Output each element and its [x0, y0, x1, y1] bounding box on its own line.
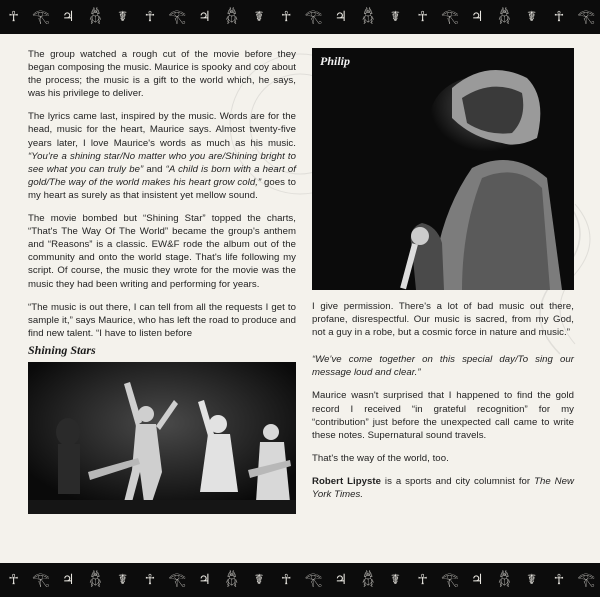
ornament-glyph-icon: 𓆣 [225, 572, 238, 588]
ornament-glyph-icon: 𓂀 [441, 572, 459, 588]
paragraph-lyrics [28, 110, 296, 202]
ornament-glyph-icon: 𓂀 [168, 572, 186, 588]
paragraph-give-permission: I give permission. There's a lot of bad music out there, profane, disrespectful. Our music is sacred, from my God, not a guy in a robe, but a cosmic force in nature and music.” [312, 301, 574, 339]
left-column [28, 48, 296, 514]
lyric-quote-shining-star: “You're a shining star/No matter who you are/Shining bright to see what you can truly be” [28, 150, 296, 175]
ornament-glyph-icon: 𓆣 [498, 572, 511, 588]
caption-philip: Philip [320, 54, 351, 68]
ornament-glyph-icon: ☤ [526, 9, 537, 25]
ornament-glyph-icon: 𓆣 [498, 9, 511, 25]
ornament-glyph-icon: 𓂀 [32, 9, 50, 25]
ornament-glyph-icon: ☥ [417, 572, 428, 588]
ornament-glyph-icon: ☤ [118, 9, 128, 25]
ornament-glyph-icon: ♃ [470, 572, 484, 588]
right-column [312, 48, 574, 511]
ornament-glyph-icon: 𓆣 [89, 572, 102, 588]
ornament-glyph-icon: 𓂀 [577, 9, 595, 25]
ornament-glyph-icon: ♃ [61, 9, 75, 25]
lyrics-text-b: and [143, 163, 166, 175]
ornament-glyph-icon: ☥ [8, 9, 19, 25]
ornament-glyph-icon: ♃ [198, 572, 211, 588]
ornament-glyph-icon: 𓂀 [441, 9, 459, 25]
lyrics-text-a: The lyrics came last, inspired by the music. Words are for the head, music for the heart, Maurice says. Almost twenty-five years later, I love Maurice's words as much as his music. [28, 111, 296, 149]
bottom-ornament-border [0, 563, 600, 597]
ornament-glyph-icon: 𓂀 [32, 572, 50, 588]
photo-shining-stars [28, 362, 296, 514]
ornament-glyph-icon: ☥ [417, 9, 428, 25]
caption-shining-stars: Shining Stars [28, 342, 96, 357]
ornament-glyph-icon: ♃ [61, 572, 75, 588]
lyric-quote-come-together: “We've come together on this special day/To sing our message loud and clear.” [312, 354, 574, 379]
ornament-glyph-icon: 𓂀 [577, 572, 595, 588]
ornament-glyph-icon: ☤ [254, 572, 264, 588]
ornament-glyph-icon: 𓂀 [168, 9, 186, 25]
ornament-glyph-icon: 𓂀 [304, 572, 323, 588]
ornament-glyph-icon: ☥ [144, 572, 156, 588]
paragraph-way-of-the-world: That's the way of the world, too. [312, 452, 449, 464]
ornament-glyph-icon: 𓆣 [89, 9, 102, 25]
ornament-glyph-icon: 𓂀 [304, 9, 323, 25]
author-publication: The New York Times. [312, 475, 574, 501]
author-name: Robert Lipyste [312, 475, 382, 487]
ornament-glyph-icon: ☥ [281, 572, 292, 588]
ornament-glyph-icon: ☤ [254, 9, 264, 25]
ornament-glyph-icon: ☥ [144, 9, 156, 25]
ornament-glyph-icon: ♃ [334, 572, 348, 588]
ornament-glyph-icon: ♃ [198, 9, 211, 25]
ornament-glyph-icon: ♃ [470, 9, 484, 25]
photo-philip [312, 48, 574, 290]
ornament-glyph-icon: ☤ [526, 572, 537, 588]
ornament-glyph-icon: ☥ [553, 572, 565, 588]
ornament-glyph-icon: ☥ [8, 572, 19, 588]
liner-notes-page [0, 34, 600, 563]
ornament-glyph-icon: ♃ [334, 9, 348, 25]
paragraph-rough-cut: The group watched a rough cut of the movie before they began composing the music. Maurice is spooky and coy about the process; the music is a gift to the world which, he says, was his privilege to deliver. [28, 49, 296, 100]
lyric-quote-child-born: “A child is born with a heart of gold/The way of the world makes his heart grow cold,” [28, 163, 296, 188]
ornament-glyph-icon: ☥ [281, 9, 292, 25]
author-bio [312, 475, 574, 501]
author-description: is a sports and city columnist for [381, 475, 535, 487]
ornament-glyph-icon: 𓆣 [225, 9, 238, 25]
paragraph-movie-bombed: The movie bombed but “Shining Star” topped the charts, “That's The Way Of The World” became the group's anthem and “Reasons” is a classic. EW&F rode the album out of the community and onto the world stage. That's life following my script. Of course, the music they wrote for the movie was the music they had been writing and performing for years. [28, 213, 296, 290]
ornament-glyph-icon: ☤ [118, 572, 128, 588]
top-ornament-border [0, 0, 600, 34]
ornament-glyph-icon: ☥ [553, 9, 565, 25]
ornament-glyph-icon: ☤ [390, 572, 401, 588]
paragraph-music-out-there: “The music is out there, I can tell from all the requests I get to sample it,” says Maurice, who has left the road to produce and find new talent. “I have to listen before [28, 301, 296, 339]
ornament-glyph-icon: 𓆣 [361, 9, 375, 25]
paragraph-gold-record: Maurice wasn't surprised that I happened to find the gold record I received “in grateful recognition” for my “contribution” just before the unexpected call came to write these notes. Supernatural sound travels. [312, 390, 574, 441]
lyrics-text-c: goes to my heart as surely as that insistent yet mellow sound. [28, 176, 296, 201]
ornament-glyph-icon: 𓆣 [361, 572, 375, 588]
ornament-glyph-icon: ☤ [390, 9, 401, 25]
